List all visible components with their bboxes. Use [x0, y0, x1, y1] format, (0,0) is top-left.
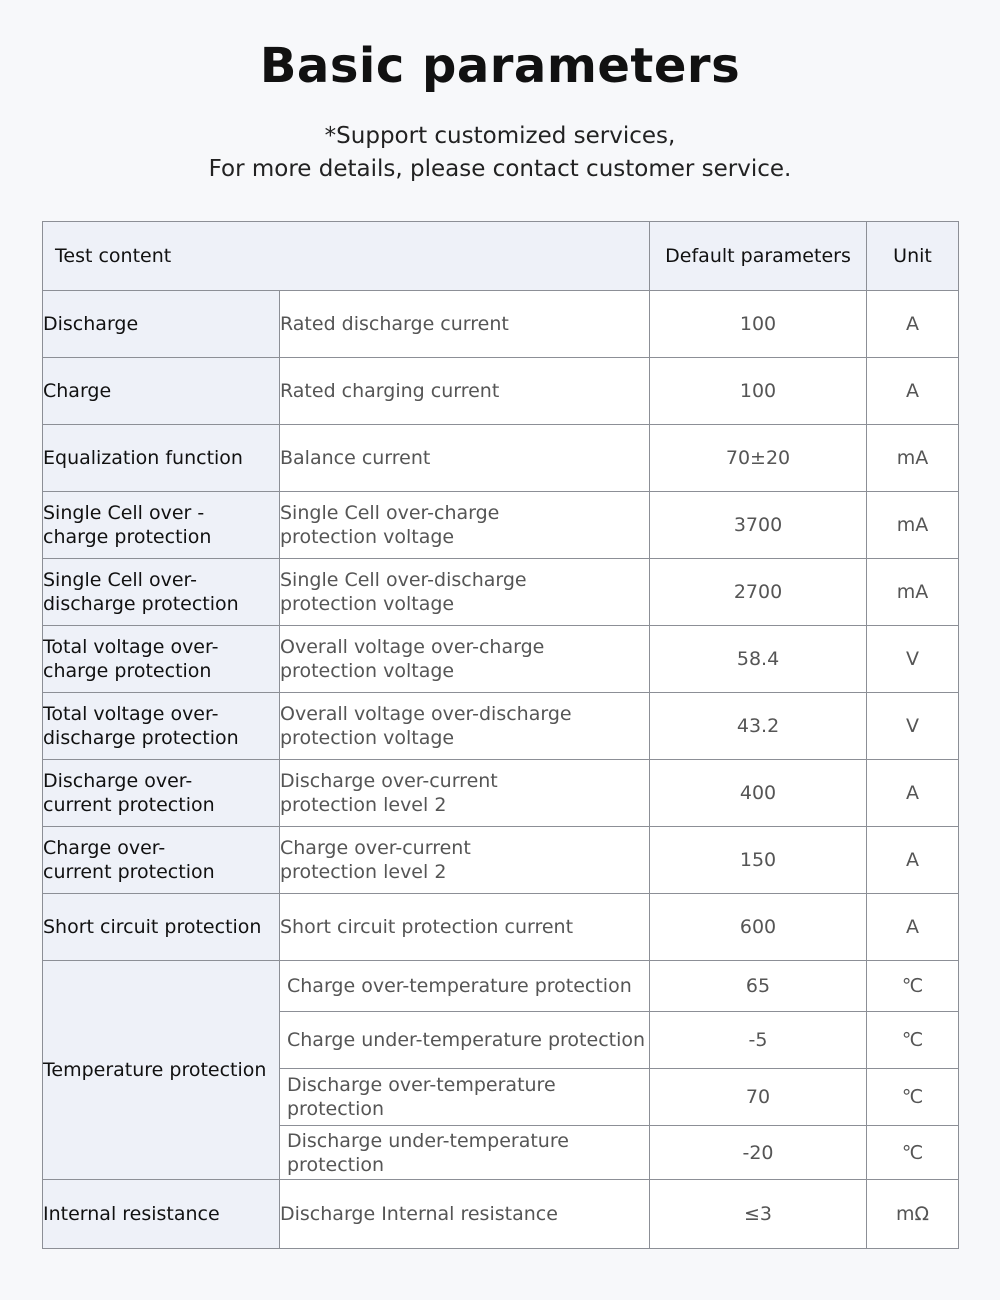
row-unit: mA — [867, 425, 959, 492]
row-item — [280, 760, 650, 827]
row-value: -20 — [650, 1126, 867, 1180]
subtitle-line: *Support customized services, — [324, 123, 676, 149]
row-value: 100 — [650, 291, 867, 358]
table-row — [43, 693, 959, 760]
row-category — [43, 760, 280, 827]
row-unit: ℃ — [867, 1069, 959, 1126]
cell-text-line: protection level 2 — [280, 794, 447, 816]
row-unit: mΩ — [867, 1180, 959, 1249]
cell-text-line: protection voltage — [280, 526, 455, 548]
row-item: Discharge Internal resistance — [280, 1180, 650, 1249]
cell-text-line: Balance current — [280, 447, 431, 469]
row-value: 65 — [650, 961, 867, 1012]
row-item — [280, 492, 650, 559]
row-value: -5 — [650, 1012, 867, 1069]
table-row — [43, 425, 959, 492]
table-row — [43, 894, 959, 961]
row-unit: A — [867, 894, 959, 961]
row-item: Discharge over-temperature protection — [280, 1069, 650, 1126]
row-item — [280, 827, 650, 894]
cell-text-line: Overall voltage over-charge — [280, 636, 545, 658]
row-unit: A — [867, 291, 959, 358]
row-unit: A — [867, 760, 959, 827]
row-item — [280, 894, 650, 961]
row-unit: ℃ — [867, 961, 959, 1012]
cell-text-line: Discharge — [43, 313, 139, 335]
table-row — [43, 626, 959, 693]
row-item: Charge under-temperature protection — [280, 1012, 650, 1069]
row-category — [43, 425, 280, 492]
row-unit: mA — [867, 559, 959, 626]
row-item — [280, 693, 650, 760]
row-value: 58.4 — [650, 626, 867, 693]
row-category — [43, 291, 280, 358]
cell-text-line: charge protection — [43, 526, 212, 548]
cell-text-line: Single Cell over-charge — [280, 502, 500, 524]
row-item — [280, 291, 650, 358]
row-value: 3700 — [650, 492, 867, 559]
cell-text-line: current protection — [43, 861, 215, 883]
row-value: 70±20 — [650, 425, 867, 492]
cell-text-line: Single Cell over-discharge — [280, 569, 527, 591]
cell-text-line: Charge — [43, 380, 112, 402]
cell-text-line: Short circuit protection current — [280, 916, 574, 938]
cell-text-line: Charge over- — [43, 837, 166, 859]
cell-text-line: current protection — [43, 794, 215, 816]
row-value: ≤3 — [650, 1180, 867, 1249]
cell-text-line: protection voltage — [280, 593, 455, 615]
cell-text-line: Total voltage over- — [43, 636, 219, 658]
page-title: Basic parameters — [259, 38, 741, 94]
row-value: 43.2 — [650, 693, 867, 760]
cell-text-line: discharge protection — [43, 727, 239, 749]
row-category — [43, 358, 280, 425]
row-category — [43, 559, 280, 626]
table-row — [43, 559, 959, 626]
row-category — [43, 894, 280, 961]
row-value: 100 — [650, 358, 867, 425]
table-row — [43, 492, 959, 559]
cell-text-line: discharge protection — [43, 593, 239, 615]
row-value: 2700 — [650, 559, 867, 626]
row-item — [280, 559, 650, 626]
row-item — [280, 358, 650, 425]
cell-text-line: charge protection — [43, 660, 212, 682]
subtitle-line: For more details, please contact customer service. — [208, 156, 792, 182]
cell-text-line: Rated charging current — [280, 380, 500, 402]
cell-text-line: protection level 2 — [280, 861, 447, 883]
table-row — [43, 291, 959, 358]
table-row — [43, 358, 959, 425]
row-item: Discharge under-temperature protection — [280, 1126, 650, 1180]
subtitle — [0, 120, 1000, 186]
cell-text-line: Single Cell over- — [43, 569, 198, 591]
table-header-row — [43, 222, 959, 291]
row-unit: A — [867, 827, 959, 894]
cell-text-line: protection voltage — [280, 660, 455, 682]
row-value: 600 — [650, 894, 867, 961]
row-category — [43, 626, 280, 693]
cell-text-line: Discharge over- — [43, 770, 193, 792]
row-category — [43, 827, 280, 894]
row-item — [280, 425, 650, 492]
cell-text-line: Total voltage over- — [43, 703, 219, 725]
row-value: 400 — [650, 760, 867, 827]
cell-text-line: protection voltage — [280, 727, 455, 749]
header-default-parameters: Default parameters — [650, 222, 867, 291]
cell-text-line: Charge over-current — [280, 837, 471, 859]
table-row — [43, 961, 959, 1012]
row-item — [280, 626, 650, 693]
row-value: 70 — [650, 1069, 867, 1126]
temperature-category: Temperature protection — [43, 961, 280, 1180]
row-category — [43, 693, 280, 760]
table-row — [43, 1180, 959, 1249]
table-row — [43, 760, 959, 827]
cell-text-line: Equalization function — [43, 447, 243, 469]
row-category: Internal resistance — [43, 1180, 280, 1249]
cell-text-line: Overall voltage over-discharge — [280, 703, 572, 725]
cell-text-line: Single Cell over - — [43, 502, 205, 524]
row-unit: V — [867, 626, 959, 693]
row-unit: mA — [867, 492, 959, 559]
parameters-table — [42, 221, 959, 1249]
row-unit: ℃ — [867, 1126, 959, 1180]
row-value: 150 — [650, 827, 867, 894]
row-category — [43, 492, 280, 559]
cell-text-line: Rated discharge current — [280, 313, 509, 335]
header-unit: Unit — [867, 222, 959, 291]
cell-text-line: Discharge over-current — [280, 770, 498, 792]
cell-text-line: Short circuit protection — [43, 916, 262, 938]
row-unit: A — [867, 358, 959, 425]
row-item: Charge over-temperature protection — [280, 961, 650, 1012]
header-test-content: Test content — [43, 222, 650, 291]
row-unit: V — [867, 693, 959, 760]
table-row — [43, 827, 959, 894]
row-unit: ℃ — [867, 1012, 959, 1069]
